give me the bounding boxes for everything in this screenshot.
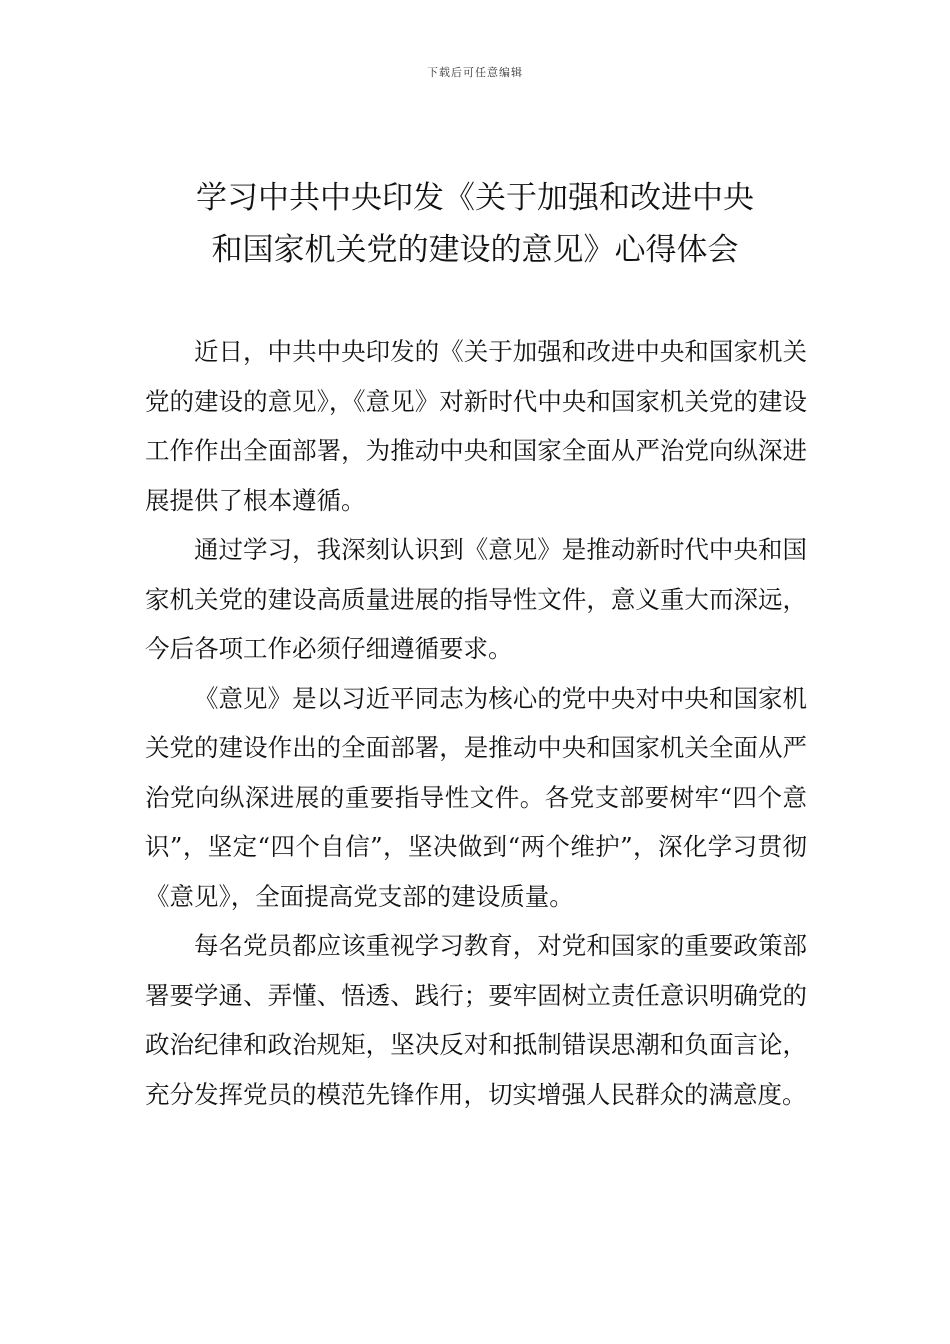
paragraph-4: 每名党员都应该重视学习教育，对党和国家的重要政策部署要学通、弄懂、悟透、践行；要牢固树立责任意识明确党的政治纪律和政治规矩，坚决反对和抵制错误思潮和负面言论，充分发挥党员的模范先锋作用，切实增强人民群众的满意度。 bbox=[145, 931, 807, 1109]
document-title-line-2: 和国家机关党的建设的意见》心得体会 bbox=[211, 232, 739, 268]
document-body bbox=[145, 327, 807, 1119]
document-title bbox=[140, 172, 810, 276]
paragraph-3: 《意见》是以习近平同志为核心的党中央对中央和国家机关党的建设作出的全面部署，是推动中央和国家机关全面从严治党向纵深进展的重要指导性文件。各党支部要树牢“四个意识”，坚定“四个自信”，坚决做到“两个维护”，深化学习贯彻《意见》，全面提高党支部的建设质量。 bbox=[145, 683, 807, 911]
page-header-note: 下载后可任意编辑 bbox=[427, 66, 523, 79]
paragraph-1: 近日，中共中央印发的《关于加强和改进中央和国家机关党的建设的意见》，《意见》对新时代中央和国家机关党的建设工作作出全面部署，为推动中央和国家全面从严治党向纵深进展提供了根本遵循。 bbox=[145, 337, 807, 515]
document-title-line-1: 学习中共中央印发《关于加强和改进中央 bbox=[196, 180, 754, 216]
paragraph-2: 通过学习，我深刻认识到《意见》是推动新时代中央和国家机关党的建设高质量进展的指导性文件，意义重大而深远，今后各项工作必须仔细遵循要求。 bbox=[145, 535, 807, 663]
